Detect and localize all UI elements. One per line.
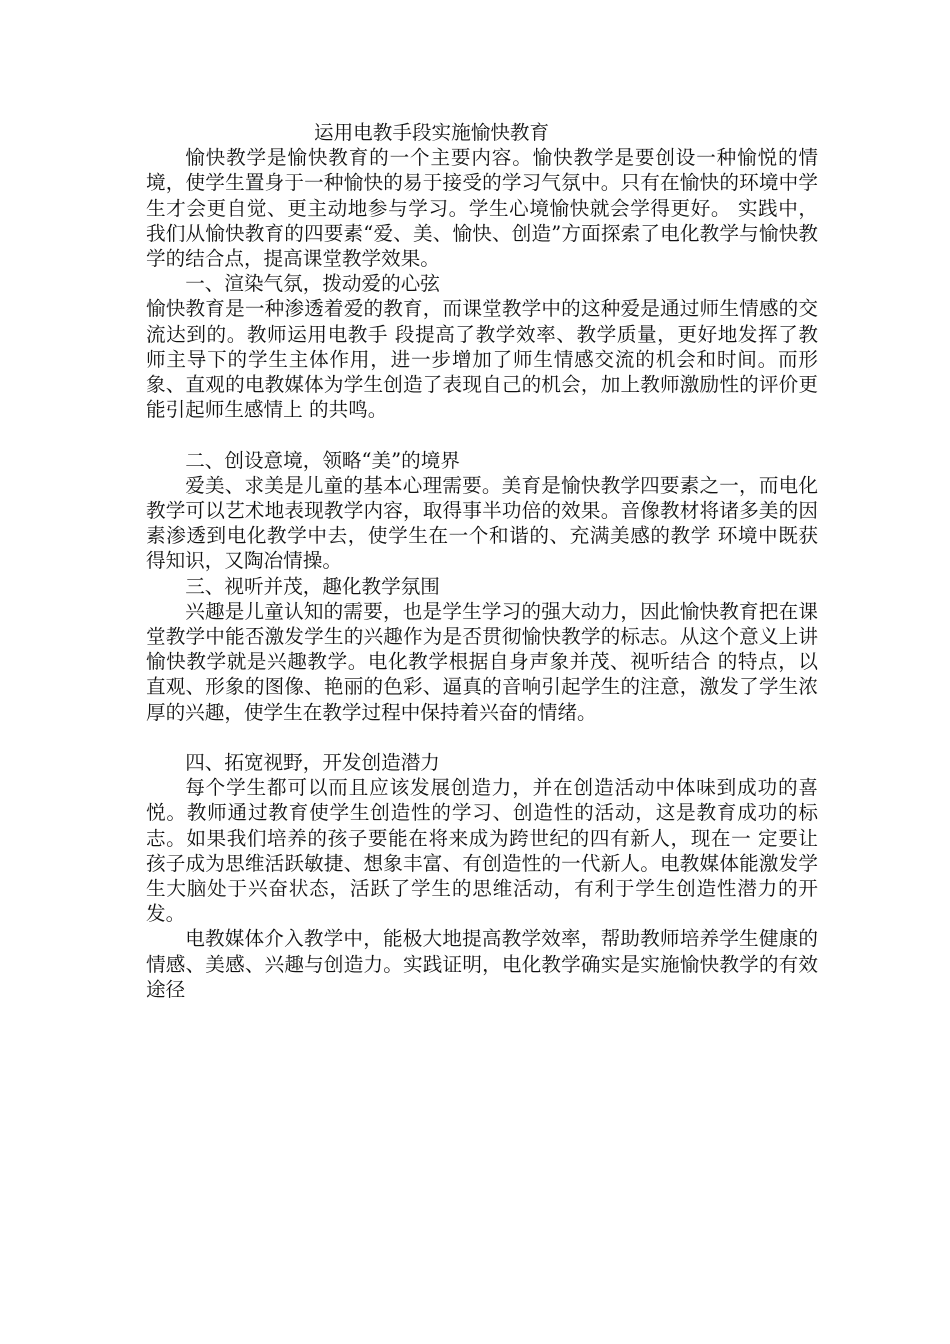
document-title: 运用电教手段实施愉快教育 xyxy=(314,121,550,144)
section-4-body: 每个学生都可以而且应该发展创造力，并在创造活动中体味到成功的喜悦。教师通过教育使学生创造性的学习、创造性的活动，这是教育成功的标志。如果我们培养的孩子要能在将来成为跨世纪的四有新人，现在一 定要让孩子成为思维活跃敏捷、想象丰富、有创造性的一代新人。电教媒体能激发学生大脑处于兴奋状态，活跃了学生的思维活动，有利于学生创造性潜力的开发。 xyxy=(146,776,818,926)
conclusion-paragraph: 电教媒体介入教学中，能极大地提高教学效率，帮助教师培养学生健康的情感、美感、兴趣与创造力。实践证明，电化教学确实是实施愉快教学的有效途径 xyxy=(146,927,818,1001)
section-3-body: 兴趣是儿童认知的需要，也是学生学习的强大动力，因此愉快教育把在课堂教学中能否激发学生的兴趣作为是否贯彻愉快教学的标志。从这个意义上讲愉快教学就是兴趣教学。电化教学根据自身声象并茂、视听结合 的特点，以直观、形象的图像、艳丽的色彩、逼真的音响引起学生的注意，激发了学生浓厚的兴趣，使学生在教学过程中保持着兴奋的情绪。 xyxy=(146,599,818,724)
section-4-heading: 四、拓宽视野，开发创造潜力 xyxy=(185,751,440,775)
section-2-body: 爱美、求美是儿童的基本心理需要。美育是愉快教学四要素之一，而电化教学可以艺术地表现教学内容，取得事半功倍的效果。音像教材将诸多美的因素渗透到电化教学中去，使学生在一个和谐的、充满美感的教学 环境中既获得知识，又陶冶情操。 xyxy=(146,473,818,573)
section-2-heading: 二、创设意境，领略“美”的境界 xyxy=(185,448,460,472)
section-1-heading: 一、渲染气氛，拨动爱的心弦 xyxy=(185,272,440,296)
intro-paragraph: 愉快教学是愉快教育的一个主要内容。愉快教学是要创设一种愉悦的情境，使学生置身于一种愉快的易于接受的学习气氛中。只有在愉快的环境中学生才会更自觉、更主动地参与学习。学生心境愉快就会学得更好。 实践中，我们从愉快教育的四要素“爱、美、愉快、创造”方面探索了电化教学与愉快教学的结合点，提高课堂教学效果。 xyxy=(146,146,818,271)
section-3-heading: 三、视听并茂，趣化教学氛围 xyxy=(185,574,440,598)
blank-line xyxy=(146,422,818,447)
section-1-body: 愉快教育是一种渗透着爱的教育，而课堂教学中的这种爱是通过师生情感的交流达到的。教师运用电教手 段提高了教学效率、教学质量，更好地发挥了教师主导下的学生主体作用，进一步增加了师生情感交流的机会和时间。而形象、直观的电教媒体为学生创造了表现自己的机会，加上教师激励性的评价更能引起师生感情上 的共鸣。 xyxy=(146,297,818,422)
blank-line xyxy=(146,725,818,750)
document-page xyxy=(146,120,818,1002)
